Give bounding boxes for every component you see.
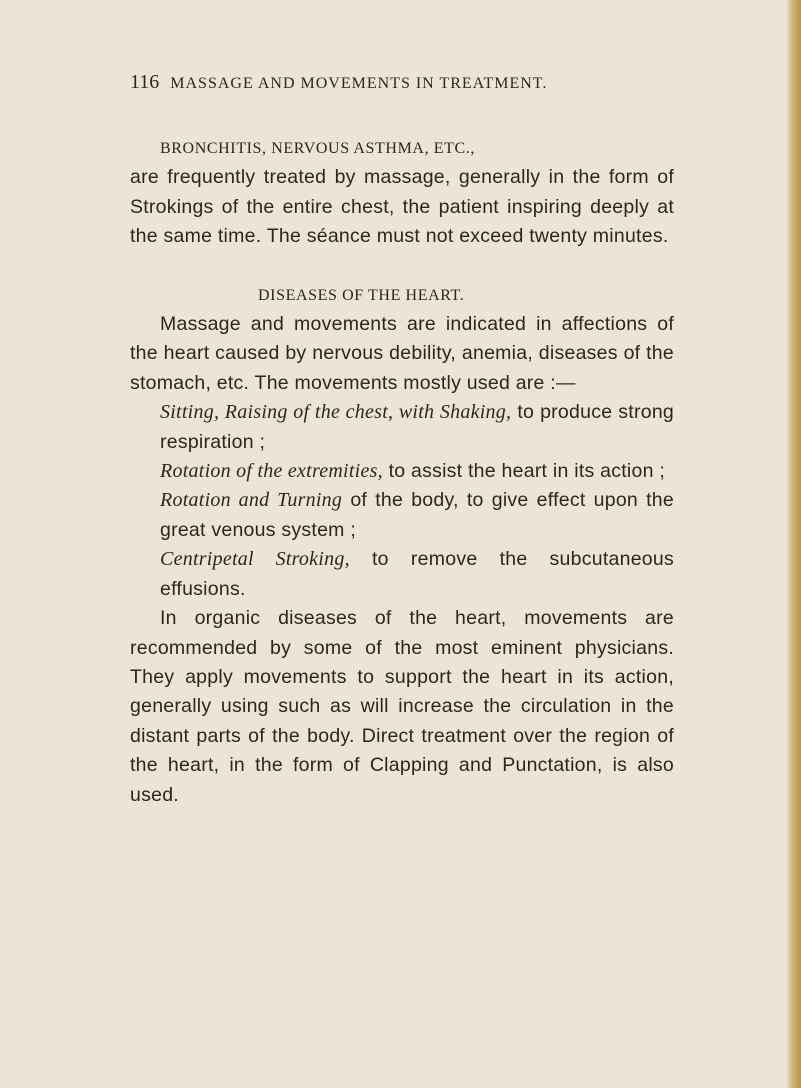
movement-name: Rotation and Turning	[160, 489, 343, 512]
page-number: 116	[130, 71, 160, 93]
text-block	[130, 134, 674, 810]
section-heading-heart: DISEASES OF THE HEART.	[258, 286, 465, 304]
movement-name: Sitting, Raising of the chest, with Shaking,	[160, 401, 512, 424]
movement-purpose: to remove the subcutaneous effusions.	[160, 548, 674, 600]
movement-purpose: to produce strong respiration ;	[160, 401, 675, 453]
movement-name: Rotation of the extremities,	[160, 460, 383, 483]
running-title: MASSAGE AND MOVEMENTS IN TREATMENT.	[170, 75, 548, 92]
paragraph-bronchitis: are frequently treated by massage, generally in the form of Strokings of the entire chest, the patient inspiring deeply at the same time. The séance must not exceed twenty minutes.	[130, 166, 674, 248]
paragraph-organic-diseases: In organic diseases of the heart, movements are recommended by some of the most eminent physicians. They apply movements to support the heart in its action, generally using such as will increase the circulation in the distant parts of the body. Direct treatment over the region of the heart, in the form of Clapping and Punctation, is also used.	[130, 607, 674, 806]
movement-item	[130, 486, 674, 545]
movement-purpose: to assist the heart in its action ;	[388, 460, 666, 483]
paragraph-heart-intro: Massage and movements are indicated in affections of the heart caused by nervous debility, anemia, diseases of the stomach, etc. The movements mostly used are :—	[130, 313, 674, 394]
movement-purpose: of the body, to give effect upon the great venous system ;	[160, 489, 675, 541]
movement-item	[130, 398, 674, 457]
running-head	[130, 70, 650, 96]
movement-item	[130, 545, 674, 604]
section-heading-bronchitis: BRONCHITIS, NERVOUS ASTHMA, ETC.,	[160, 140, 475, 157]
movement-item	[130, 457, 674, 486]
page-edge	[787, 0, 801, 1088]
movement-name: Centripetal Stroking,	[160, 548, 350, 571]
